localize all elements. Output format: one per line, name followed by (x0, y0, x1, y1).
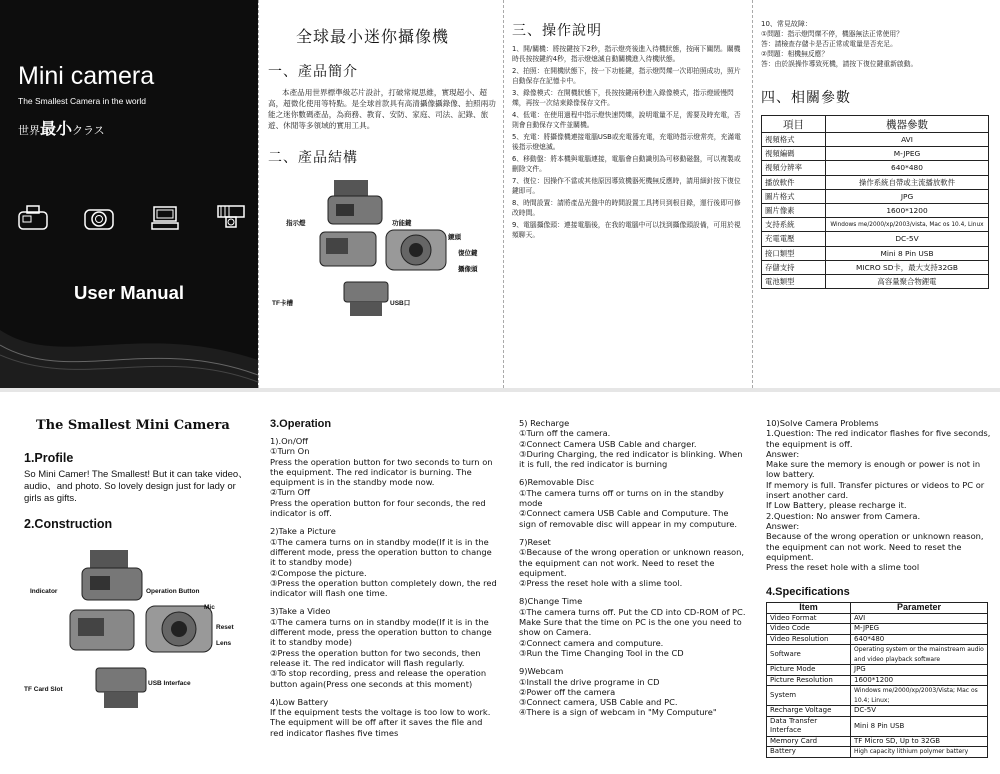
cn-spec-row (762, 189, 989, 203)
cover-subtitle: The Smallest Camera in the world (18, 96, 147, 106)
cn-spec-value: M-JPEG (826, 147, 989, 161)
camera-front-icon (16, 203, 50, 235)
cn-spec-panel (761, 20, 995, 384)
cn-spec-row (762, 260, 989, 274)
operation-subheading: 5) Recharge (519, 418, 570, 428)
operation-subheading: 8)Change Time (519, 596, 583, 607)
operation-line: Press the operation button for four seconds, the red indicator is off. (270, 497, 486, 519)
cn-fix-list (761, 29, 995, 69)
cn-spec-value: JPG (826, 189, 989, 203)
operation-line: ①The camera turns off or turns on in the standby mode (519, 487, 724, 509)
cn-spec-value: 1600*1200 (826, 203, 989, 217)
en-label-operation-button: Operation Button (146, 588, 200, 595)
en-spec-value: Mini 8 Pin USB (851, 716, 988, 736)
operation-block (519, 666, 747, 717)
cn-spec-value: AVI (826, 133, 989, 147)
cn-spec-value: 高容量聚合物鋰電 (826, 274, 989, 288)
en-spec-row (767, 675, 988, 686)
cn-spec-row (762, 161, 989, 175)
operation-line: ①Because of the wrong operation or unknown reason, the equipment can not work. Need to reset the equipment. (519, 547, 744, 578)
en-spec-item: Picture Mode (767, 665, 851, 676)
cn-label-indicator: 指示燈 (286, 220, 306, 227)
en-spec-row (767, 747, 988, 758)
en-profile-text: So Mini Camer! The Smallest! But it can take video、audio、and photo. So lovely design just for lady or girls as gifts. (24, 469, 248, 504)
en-main-title: The Smallest Mini Camera (36, 418, 230, 433)
en-profile-heading: 1.Profile (24, 451, 74, 465)
en-spec-item: Memory Card (767, 736, 851, 747)
en-spec-heading: 4.Specifications (766, 586, 850, 599)
operation-line: If the equipment tests the voltage is too low to work. The equipment will be off after it saves the file and red indicator flashes five times (270, 707, 491, 738)
cn-spec-table (761, 115, 989, 289)
operation-line: Press the operation button for two seconds to turn on the equipment. The red indicator is burning. The equipment is in the standby mode now. (270, 456, 493, 488)
cn-spec-th-param: 機器參數 (826, 116, 989, 133)
operation-line: ③Run the Time Changing Tool in the CD (519, 647, 684, 658)
en-fix-line: Answer: (766, 520, 800, 531)
en-label-usb-interface: USB Interface (148, 680, 191, 687)
operation-subheading: 6)Removable Disc (519, 477, 595, 488)
en-spec-value: M-JPEG (851, 624, 988, 635)
cn-label-usb: USB口 (390, 300, 411, 307)
cn-spec-item: 視頻格式 (762, 133, 826, 147)
cn-spec-item: 播放軟件 (762, 175, 826, 189)
cover-panel (0, 0, 258, 388)
page-divider (0, 388, 1000, 392)
en-fix-line: Press the reset hole with a slime tool (766, 562, 920, 573)
cn-fix-heading: 10、常見故障： (761, 20, 812, 28)
cn-spec-item: 視頻編碼 (762, 147, 826, 161)
en-spec-row (767, 706, 988, 717)
cn-operation-item: 5、充電：將攝像機連接電腦USB或充電器充電，充電時指示燈常亮，充滿電後指示燈熄滅。 (512, 133, 741, 151)
cn-spec-row (762, 246, 989, 260)
en-spec-row (767, 613, 988, 624)
en-spec-item: System (767, 686, 851, 706)
cn-fix-line: ①問題：指示燈閃爍不停，機器無法正常使用？ (761, 30, 904, 38)
cover-cn-prefix: 世界 (18, 124, 40, 137)
en-spec-value: Windows me/2000/xp/2003/Vista; Mac os 10.4; Linux; (851, 686, 988, 706)
cn-main-title: 全球最小迷你攝像機 (296, 27, 450, 46)
en-spec-item: Software (767, 645, 851, 665)
operation-block (270, 526, 498, 598)
cn-param-heading: 四、相關參數 (761, 90, 851, 106)
cn-operation-item: 2、拍照：在開機狀態下，按一下功能鍵，指示燈閃爍一次即拍照成功，照片自動保存在記憶卡中。 (512, 67, 741, 85)
operation-block (519, 596, 747, 658)
operation-subheading: 2)Take a Picture (270, 526, 336, 537)
panel-divider (258, 0, 259, 388)
cn-operation-heading: 三、操作說明 (512, 23, 602, 39)
en-operation-list (270, 436, 498, 738)
cn-spec-row (762, 218, 989, 232)
cn-spec-item: 充電電壓 (762, 232, 826, 246)
operation-line: ②Compose the picture. (270, 567, 367, 578)
en-spec-value: High capacity lithium polymer battery (851, 747, 988, 758)
en-operation-cont-panel (519, 418, 747, 770)
en-spec-item: Battery (767, 747, 851, 758)
en-label-reset: Reset (216, 624, 234, 631)
panel-divider (503, 0, 504, 388)
en-spec-panel (766, 418, 996, 770)
cover-title: Mini camera (18, 62, 155, 90)
cn-operation-list (512, 44, 746, 240)
cn-operation-item: 9、電腦攝像頭：連接電腦後，在我的電腦中可以找到攝像頭設備，可用於視頻聊天。 (512, 221, 741, 239)
operation-block (519, 418, 747, 469)
webcam-icon (148, 203, 182, 235)
en-spec-row (767, 736, 988, 747)
cn-intro-panel (268, 24, 496, 384)
cover-cn-tagline (18, 116, 105, 139)
operation-line: ①The camera turns off. Put the CD into CD-ROM of PC. Make Sure that the time on PC is the one you need to show on Camera. (519, 606, 746, 638)
operation-line: ③Connect camera, USB Cable and PC. (519, 697, 678, 708)
en-spec-th-param: Parameter (851, 603, 988, 614)
operation-block (270, 606, 498, 688)
operation-line: ①Turn On (270, 446, 310, 457)
en-fix-line: Because of the wrong operation or unknown reason, the equipment can not work. Need to reset the equipment. (766, 531, 984, 562)
operation-block (519, 477, 747, 528)
cn-label-reset: 復位鍵 (458, 250, 478, 257)
en-spec-value: 640*480 (851, 634, 988, 645)
cn-spec-value: Mini 8 Pin USB (826, 246, 989, 260)
cn-spec-item: 存儲支持 (762, 260, 826, 274)
cover-wave-graphic (0, 300, 258, 388)
en-fix-line: 2.Question: No answer from Camera. (766, 510, 921, 521)
en-construction-heading: 2.Construction (24, 517, 113, 531)
en-spec-value: TF Micro SD, Up to 32GB (851, 736, 988, 747)
cn-fix-line: 答：由於誤操作導致死機，請按下復位鍵重新啟動。 (761, 60, 918, 68)
en-spec-row (767, 634, 988, 645)
cn-spec-value: 640*480 (826, 161, 989, 175)
cn-operation-item: 6、移動盤：將本機與電腦連接，電腦會自動識別為可移動磁盤，可以複製或刪除文件。 (512, 155, 741, 173)
cn-spec-row (762, 232, 989, 246)
en-label-lens: Lens (216, 640, 232, 647)
en-fix-line: 1.Question: The red indicator flashes for five seconds, the equipment is off. (766, 428, 991, 449)
cn-operation-item: 3、錄像模式：在開機狀態下，長按按鍵兩秒進入錄像模式，指示燈緩慢閃爍，再按一次結束錄像保存文件。 (512, 89, 734, 107)
en-spec-value: Operating system or the mainstream audio and video playback software (851, 645, 988, 665)
en-fix-line: Answer: (766, 448, 800, 459)
operation-line: ②Press the operation button for two seconds, then release it. The red indicator will flash regularly. (270, 647, 481, 668)
cn-spec-value: Windows me/2000/xp/2003/vista, Mac os 10.4, Linux (826, 218, 989, 232)
cover-user-manual: User Manual (74, 282, 185, 303)
cn-spec-item: 電池類型 (762, 274, 826, 288)
cn-spec-item: 圖片格式 (762, 189, 826, 203)
en-spec-row (767, 716, 988, 736)
cn-spec-value: DC-5V (826, 232, 989, 246)
cover-cn-suffix: クラス (72, 124, 105, 137)
cn-intro-text: 本產品用世界標準級芯片設計，打破常規思維，實現超小、超高，超微化使用等特點。是全球首款具有高清攝像攝錄像、拍照兩功能之迷你數碼產品，為商務、教育、安防、家庭、司法、記錄、旅遊、休閒等多領域的實用工具。 (268, 88, 496, 130)
operation-subheading: 1).On/Off (270, 436, 308, 446)
en-operation-heading: 3.Operation (270, 418, 332, 430)
cn-spec-item: 支持系統 (762, 218, 826, 232)
operation-block (519, 537, 747, 588)
cover-icon-row (16, 203, 248, 235)
cn-spec-row (762, 274, 989, 288)
operation-line: ④There is a sign of webcam in "My Computure" (519, 707, 717, 718)
en-operation-cont-list (519, 418, 747, 718)
cn-spec-row (762, 147, 989, 161)
operation-line: ②Press the reset hole with a slime tool. (519, 578, 683, 589)
en-spec-row (767, 624, 988, 635)
operation-line: ②Connect camera and computure. (519, 637, 664, 648)
en-fix-list (766, 418, 996, 572)
en-fix-line: 10)Solve Camera Problems (766, 418, 879, 428)
en-spec-value: AVI (851, 613, 988, 624)
tripod-icon (214, 203, 248, 235)
cn-spec-row (762, 133, 989, 147)
en-spec-value: JPG (851, 665, 988, 676)
operation-line: ②Turn Off (270, 487, 310, 498)
en-spec-row (767, 686, 988, 706)
operation-line: ②Connect Camera USB Cable and charger. (519, 438, 697, 449)
en-intro-panel (24, 418, 250, 770)
cn-operation-item: 4、低電：在使用過程中指示燈快速閃爍，說明電量不足，需要及時充電，否則會自動保存文件並關機。 (512, 111, 741, 129)
operation-subheading: 3)Take a Video (270, 606, 331, 617)
operation-line: ③To stop recording, press and release the operation button again(Press one seconds at this moment) (270, 668, 487, 689)
operation-line: ②Power off the camera (519, 686, 616, 697)
cn-spec-value: 操作系統自帶或主流播放軟件 (826, 175, 989, 189)
operation-subheading: 4)Low Battery (270, 696, 329, 707)
cn-operation-panel (512, 20, 746, 384)
operation-line: ②Connect camera USB Cable and Computure. The sign of removable disc will appear in my computure. (519, 508, 738, 529)
operation-block (270, 436, 498, 518)
cn-spec-row (762, 175, 989, 189)
en-fix-line: If Low Battery, please recharge it. (766, 500, 907, 511)
cn-operation-item: 7、復位：因操作不當或其他原因導致機器死機無反應時，請用細針按下復位鍵即可。 (512, 177, 741, 195)
cn-spec-item: 圖片像素 (762, 203, 826, 217)
operation-block (270, 697, 498, 738)
en-spec-table (766, 602, 988, 758)
en-fix-line: Make sure the memory is enough or power is not in low battery. (766, 459, 981, 480)
cn-label-camera: 攝像頭 (458, 266, 478, 273)
operation-line: ①The camera turns on in standby mode(If it is in the different mode, press the operation button to change it to standby mode) (270, 616, 492, 648)
cn-label-lens: 鏡頭 (448, 234, 461, 241)
cn-struct-heading: 二、產品結構 (268, 150, 358, 166)
cn-label-tf: TF卡槽 (272, 300, 293, 307)
cn-operation-item: 1、開/關機：將按鍵按下2秒，指示燈亮後進入待機狀態，按兩下關閉。關機時長按按鍵約4秒，指示燈熄滅自動關機進入待機狀態。 (512, 45, 741, 63)
en-fix-line: If memory is full. Transfer pictures or videos to PC or insert another card. (766, 479, 985, 501)
cn-spec-item: 視頻分辨率 (762, 161, 826, 175)
en-label-mic: Mic (204, 604, 215, 611)
cn-label-function: 功能鍵 (392, 220, 412, 227)
en-spec-value: DC-5V (851, 706, 988, 717)
operation-line: ①The camera turns on in standby mode(If it is in the different mode, press the operation button to change it to standby mode) (270, 536, 492, 568)
cn-fix-line: ②問題：相機無反應？ (761, 50, 829, 58)
operation-line: ③Press the operation button completely down, the red indicator will flash one time. (270, 577, 497, 599)
en-label-tf-slot: TF Card Slot (24, 686, 63, 693)
cn-spec-row (762, 203, 989, 217)
en-spec-item: Video Format (767, 613, 851, 624)
en-camera-diagram (66, 546, 216, 718)
en-spec-value: 1600*1200 (851, 675, 988, 686)
cn-spec-value: MICRO SD卡，最大支持32GB (826, 260, 989, 274)
en-spec-item: Data Transfer Interface (767, 716, 851, 736)
en-spec-th-item: Item (767, 603, 851, 614)
en-spec-item: Video Resolution (767, 634, 851, 645)
en-label-indicator: Indicator (30, 588, 58, 595)
cn-intro-heading: 一、產品簡介 (268, 64, 358, 80)
cn-camera-diagram (314, 174, 454, 324)
en-spec-item: Picture Resolution (767, 675, 851, 686)
cn-spec-item: 接口類型 (762, 246, 826, 260)
en-spec-row (767, 665, 988, 676)
cn-fix-line: 答：請檢查存儲卡是否正常或電量是否充足。 (761, 40, 897, 48)
operation-line: ③During Charging, the red indicator is blinking. When it is full, the red indicator is burning (519, 448, 743, 470)
cn-operation-item: 8、時間設置：請將產品光盤中的時間設置工具拷貝到根目錄，運行後即可修改時間。 (512, 199, 741, 217)
operation-line: ①Install the drive programe in CD (519, 676, 660, 687)
en-spec-item: Video Code (767, 624, 851, 635)
en-spec-item: Recharge Voltage (767, 706, 851, 717)
operation-line: ①Turn off the camera. (519, 428, 611, 439)
cover-cn-big: 最小 (40, 119, 73, 138)
cn-spec-th-item: 項目 (762, 116, 826, 133)
en-spec-row (767, 645, 988, 665)
panel-divider (752, 0, 753, 388)
operation-subheading: 9)Webcam (519, 666, 564, 677)
operation-subheading: 7)Reset (519, 536, 551, 547)
camera-back-icon (82, 203, 116, 235)
en-operation-panel (270, 418, 498, 770)
